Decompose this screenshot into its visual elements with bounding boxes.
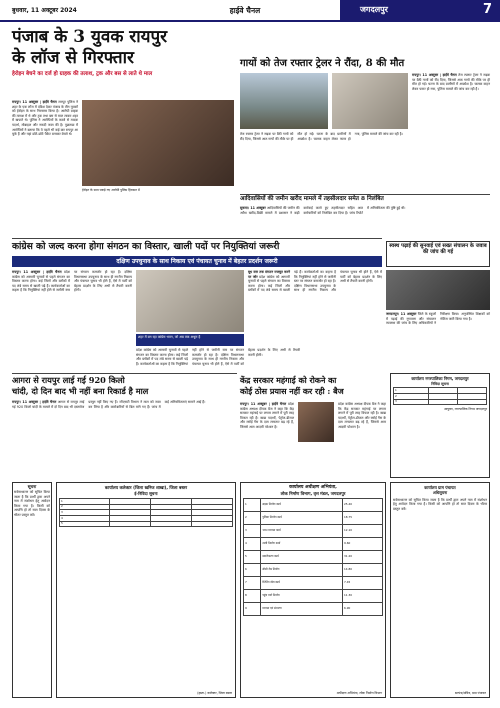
notice2-cell: नाली निर्माण कार्य bbox=[261, 537, 343, 550]
notice3 bbox=[390, 373, 490, 478]
notice4-title: कार्यालय ग्राम पंचायत bbox=[424, 485, 456, 490]
story3-body-text: आदिवासियों की जमीन की अवैध खरीद-बिक्री मामले में प्रशासन ने कड़ी कार्रवाई करते हुए तहसीलदार सहित आठ कर्मचारियों को निलंबित कर दिया है। जांच रिपोर्ट में अनियमितता की पुष्टि हुई थी। bbox=[240, 206, 406, 215]
page-number: 7 bbox=[482, 2, 492, 17]
notice2-cell: 2 bbox=[244, 511, 261, 524]
story1-headline-block bbox=[12, 27, 234, 97]
header-brand: हाईवे चैनल bbox=[150, 0, 340, 22]
notice2-cell: 7.45 bbox=[343, 576, 383, 589]
story4-body-mid bbox=[136, 348, 300, 370]
notice2-cell: रिटेनिंग वॉल कार्य bbox=[261, 576, 343, 589]
notice4 bbox=[390, 482, 490, 698]
story3-dateline: सुकमा। 11 अक्टूबर bbox=[240, 206, 266, 210]
story4-banner: दक्षिण उपचुनाव के साथ निकाय एवं पंचायत चुनाव में बेहतर प्रदर्शन जरूरी bbox=[12, 256, 382, 267]
story7-headline-line1: केंद्र सरकार महंगाई को रोकने का bbox=[240, 375, 337, 385]
notice3-title: कार्यालय नगरपालिका निगम, जगदलपुर bbox=[411, 376, 469, 381]
story2-body bbox=[412, 73, 490, 193]
notice1-subtitle: ई-निविदा सूचना bbox=[134, 491, 158, 497]
story1-dateline: रायपुर। 11 अक्टूबर | हाईवे चैनल bbox=[12, 100, 57, 104]
notice2-row bbox=[244, 602, 383, 615]
story1-photo bbox=[82, 100, 234, 186]
story2-body-text: तेज रफ्तार ट्रेलर ने सड़क पर बैठी गायों को रौंद दिया, जिससे आठ गायों की मौके पर ही मौत हो गई। घटना के बाद ग्रामीणों में आक्रोश है। चालक वाहन लेकर फरार हो गया, पुलिस मामले की जांच कर रही है। bbox=[412, 73, 490, 91]
story7-dateline: रायपुर। 11 अक्टूबर | हाईवे चैनल bbox=[240, 402, 287, 406]
notice2-row bbox=[244, 589, 383, 602]
notice2-cell: 31.20 bbox=[343, 550, 383, 563]
notice1-title: कार्यालय कलेक्टर (जिला खनिज शाखा), जिला बस्तर bbox=[104, 485, 188, 490]
story2-photo-1 bbox=[240, 73, 328, 129]
story7-body-right bbox=[338, 402, 386, 478]
notice3-table: 1 2 3 bbox=[393, 387, 487, 405]
notice2-cell: भवन मरम्मत कार्य bbox=[261, 524, 343, 537]
notice2-row bbox=[244, 576, 383, 589]
story2-body-cont-text: तेज रफ्तार ट्रेलर ने सड़क पर बैठी गायों को रौंद दिया, जिससे आठ गायों की मौके पर ही मौत हो गई। घटना के बाद ग्रामीणों में आक्रोश है। चालक वाहन लेकर फरार हो गया, पुलिस मामले की जांच कर रही है। bbox=[240, 132, 403, 141]
column-ad-title: सूचना bbox=[27, 484, 37, 489]
notice4-footer: सरपंच/सचिव, ग्राम पंचायत bbox=[454, 691, 486, 695]
story6-headline-block bbox=[12, 375, 237, 399]
story3-headline: आदिवासियों की जमीन खरीद मामले में तहसीलदार समेत 8 निलंबित bbox=[240, 196, 384, 202]
header-date: बुधवार, 11 अक्टूबर 2024 bbox=[0, 0, 150, 22]
story7-body-right-text: प्रदेश कांग्रेस अध्यक्ष दीपक बैज ने कहा कि केंद्र सरकार महंगाई पर लगाम लगाने में पूरी तरह विफल रही है। खाद्य पदार्थों, पेट्रोल-डीजल और रसोई गैस के दाम लगातार बढ़ रहे हैं, जिससे आम आदमी परेशान है। bbox=[338, 402, 386, 429]
story4-photo bbox=[136, 270, 244, 332]
column-ad-body: सर्वसाधारण को सूचित किया जाता है कि प्रार्थी द्वारा अपने नाम में संशोधन हेतु आवेदन किया गया है। किसी को आपत्ति हो तो सात दिवस के भीतर प्रस्तुत करें। bbox=[14, 490, 50, 517]
story3-body bbox=[240, 206, 490, 236]
story5-headline: स्वस्थ पढ़ाई की सुनवाई एवं सख्त संचालन के जवाब की जांच की गई bbox=[389, 243, 487, 256]
notice2-cell: पुलिया निर्माण कार्य bbox=[261, 511, 343, 524]
notice2-cell: 8 bbox=[244, 589, 261, 602]
notice2-row bbox=[244, 524, 383, 537]
notice2-row bbox=[244, 537, 383, 550]
story5-body bbox=[386, 312, 490, 370]
notice2-subtitle: लोक निर्माण विभाग, वृत्त मंडल, जगदलपुर bbox=[280, 490, 346, 496]
notice2-cell: 4 bbox=[244, 537, 261, 550]
story6-headline-line1: आगरा से रायपुर लाई गई 920 किलो bbox=[12, 375, 125, 385]
notice2-cell: 1 bbox=[244, 498, 261, 511]
story2-dateline: रायपुर। 11 अक्टूबर | हाईवे चैनल bbox=[412, 73, 457, 77]
story1-body bbox=[12, 100, 78, 212]
story4-body-right-text: प्रदेश कांग्रेस को आगामी चुनावों से पहले संगठन का विस्तार करना होगा। कई जिलों और ब्लॉकों में पद लंबे समय से खाली पड़े हैं। कार्यकर्ताओं का कहना है कि नियुक्तियां नहीं होने से जमीनी स्तर पर संगठन कमजोर हो रहा है। दक्षिण विधानसभा उपचुनाव के साथ ही नगरीय निकाय और पंचायत चुनाव भी होने हैं, ऐसे में पार्टी को बेहतर प्रदर्शन के लिए अभी से तैयारी करनी होगी। bbox=[248, 270, 382, 293]
notice2-cell: सीसी रोड निर्माण bbox=[261, 563, 343, 576]
notice2-cell: 25.40 bbox=[343, 498, 383, 511]
story4-dateline: रायपुर। 11 अक्टूबर | हाईवे चैनल bbox=[12, 270, 62, 274]
notice2-cell: डामरीकरण कार्य bbox=[261, 550, 343, 563]
story2-photo-2 bbox=[332, 73, 408, 129]
story7-body-text: प्रदेश कांग्रेस अध्यक्ष दीपक बैज ने कहा कि केंद्र सरकार महंगाई पर लगाम लगाने में पूरी तरह विफल रही है। खाद्य पदार्थों, पेट्रोल-डीजल और रसोई गैस के दाम लगातार बढ़ रहे हैं, जिससे आम आदमी परेशान है। bbox=[240, 402, 294, 429]
notice1-footer: (हस्ता.) कलेक्टर, जिला बस्तर bbox=[197, 691, 232, 695]
story7-headline-block bbox=[240, 375, 386, 401]
notice2-cell: पहुंच मार्ग निर्माण bbox=[261, 589, 343, 602]
story2-headline-block bbox=[240, 57, 490, 71]
story6-body-text: आगरा से रायपुर लाई गई 920 किलो चांदी के मामले में दो दिन बाद भी दस्तावेज प्रस्तुत नहीं किए गए हैं। जीएसटी विभाग ने माल को जब्त कर लिया है और कारोबारियों से बिल मांगे गए हैं। जांच में कई अनियमितताएं सामने आई हैं। bbox=[12, 400, 206, 409]
header-city-label: जगदलपुर bbox=[360, 5, 388, 14]
story1-subhead: हेरोइन बेचने का दर्ज हो ग्राहक की तलाश, ट्रक और बस से लाते थे माल bbox=[12, 71, 153, 77]
notice2-cell: 12.10 bbox=[343, 524, 383, 537]
notice2-cell: 5 bbox=[244, 550, 261, 563]
story6-headline-line2: चांदी, दो दिन बाद भी नहीं बना रिकार्ड है माल bbox=[12, 386, 149, 396]
notice1 bbox=[56, 482, 236, 698]
notice2-row bbox=[244, 498, 383, 511]
story1-body-text: रायपुर पुलिस ने शहर के एक लॉज में दबिश देकर पंजाब के तीन युवकों को हेरोइन के साथ गिरफ्तार किया है। आरोपी ग्राहक की तलाश में थे और ट्रक तथा बस से माल लाकर शहर में खपाते थे। पुलिस ने आरोपियों के कब्जे से मादक पदार्थ, मोबाइल और नकदी जब्त की है। पूछताछ में आरोपियों ने बताया कि वे पहले भी कई बार रायपुर आ चुके हैं और यहां छोटे-छोटे पैकेट बनाकर बेचते थे। bbox=[12, 100, 78, 137]
story2-headline: गायों को तेज रफ्तार ट्रेलर ने रौंदा, 8 की मौत bbox=[240, 58, 405, 69]
story7-body bbox=[240, 402, 294, 478]
notice4-body: सर्वसाधारण को सूचित किया जाता है कि प्रार्थी द्वारा अपने नाम में संशोधन हेतु आवेदन किया गया है। किसी को आपत्ति हो तो सात दिवस के भीतर प्रस्तुत करें। bbox=[393, 497, 487, 511]
story2-body-cont bbox=[240, 132, 408, 192]
notice3-footer: आयुक्त, नगरपालिक निगम जगदलपुर bbox=[443, 407, 487, 412]
notice2-table bbox=[243, 498, 383, 616]
story4-body bbox=[12, 270, 132, 370]
story4-body-right bbox=[248, 270, 382, 370]
notice2-cell: 6.90 bbox=[343, 602, 383, 615]
story6-dateline: रायपुर। 11 अक्टूबर | हाईवे चैनल bbox=[12, 400, 57, 404]
notice2-cell: सड़क निर्माण कार्य bbox=[261, 498, 343, 511]
story4-body-mid-text: प्रदेश कांग्रेस को आगामी चुनावों से पहले संगठन का विस्तार करना होगा। कई जिलों और ब्लॉकों में पद लंबे समय से खाली पड़े हैं। कार्यकर्ताओं का कहना है कि नियुक्तियां नहीं होने से जमीनी स्तर पर संगठन कमजोर हो रहा है। दक्षिण विधानसभा उपचुनाव के साथ ही नगरीय निकाय और पंचायत चुनाव भी होने हैं, ऐसे में पार्टी को बेहतर प्रदर्शन के लिए अभी से तैयारी करनी होगी। bbox=[136, 348, 300, 366]
story4-quote: बूथ स्तर तक संगठन मजबूत करने पर जोर bbox=[248, 270, 290, 279]
notice2-cell: 11.30 bbox=[343, 589, 383, 602]
notice2-cell: 7 bbox=[244, 576, 261, 589]
story5-body-text: जिले के स्कूलों में पढ़ाई की गुणवत्ता और संचालन व्यवस्था की जांच के लिए अधिकारियों ने निरीक्षण किया। अनुपस्थित शिक्षकों को नोटिस जारी किया गया है। bbox=[386, 312, 490, 326]
story5-headline-block bbox=[386, 241, 490, 267]
story4-body-text: प्रदेश कांग्रेस को आगामी चुनावों से पहले संगठन का विस्तार करना होगा। कई जिलों और ब्लॉकों में पद लंबे समय से खाली पड़े हैं। कार्यकर्ताओं का कहना है कि नियुक्तियां नहीं होने से जमीनी स्तर पर संगठन कमजोर हो रहा है। दक्षिण विधानसभा उपचुनाव के साथ ही नगरीय निकाय और पंचायत चुनाव भी होने हैं, ऐसे में पार्टी को बेहतर प्रदर्शन के लिए अभी से तैयारी करनी होगी। bbox=[12, 270, 132, 293]
notice2-row bbox=[244, 511, 383, 524]
notice2-cell: 3 bbox=[244, 524, 261, 537]
notice2-cell: 9.60 bbox=[343, 537, 383, 550]
story1-headline-line1: पंजाब के 3 युवक रायपुर bbox=[12, 27, 168, 47]
notice2-footer: अधीक्षण अभियंता, लोक निर्माण विभाग bbox=[336, 691, 382, 695]
notice2-row bbox=[244, 550, 383, 563]
notice3-subtitle: निविदा सूचना bbox=[431, 382, 449, 386]
story7-portrait bbox=[298, 402, 334, 442]
story4-headline: कांग्रेस को जल्द करना होगा संगठन का विस्तार, खाली पदों पर नियुक्तियां जरूरी bbox=[12, 241, 280, 252]
notice2-row bbox=[244, 563, 383, 576]
story4-headline-block bbox=[12, 241, 382, 254]
story5-photo bbox=[386, 270, 490, 310]
notice2-cell: 9 bbox=[244, 602, 261, 615]
story5-dateline: जगदलपुर। 11 अक्टूबर bbox=[386, 312, 417, 316]
notice2-cell: 6 bbox=[244, 563, 261, 576]
story7-headline-line2: कोई ठोस प्रयास नहीं कर रही : बैज bbox=[240, 386, 344, 396]
notice2-cell: 14.80 bbox=[343, 563, 383, 576]
notice2-cell: 18.75 bbox=[343, 511, 383, 524]
story1-headline-line2: के लॉज से गिरफ्तार bbox=[12, 48, 134, 68]
notice2 bbox=[240, 482, 386, 698]
story6-body bbox=[12, 400, 237, 478]
header-city bbox=[340, 0, 500, 22]
page-header bbox=[0, 0, 500, 22]
story4-photo-caption: शहर में बन रहा कांग्रेस भवन, जो अब तक अधूरा है bbox=[136, 334, 244, 346]
notice2-title: कार्यालय अधीक्षण अभियंता, bbox=[289, 485, 337, 490]
notice2-cell: मरम्मत एवं संधारण bbox=[261, 602, 343, 615]
notice1-table: 1 2 3 4 5 bbox=[59, 498, 233, 527]
notice4-subtitle: अधिसूचना bbox=[432, 490, 448, 495]
column-ad bbox=[12, 482, 52, 698]
story1-caption: हेरोइन के साथ पकड़े गए आरोपी पुलिस हिरासत में bbox=[82, 188, 140, 192]
